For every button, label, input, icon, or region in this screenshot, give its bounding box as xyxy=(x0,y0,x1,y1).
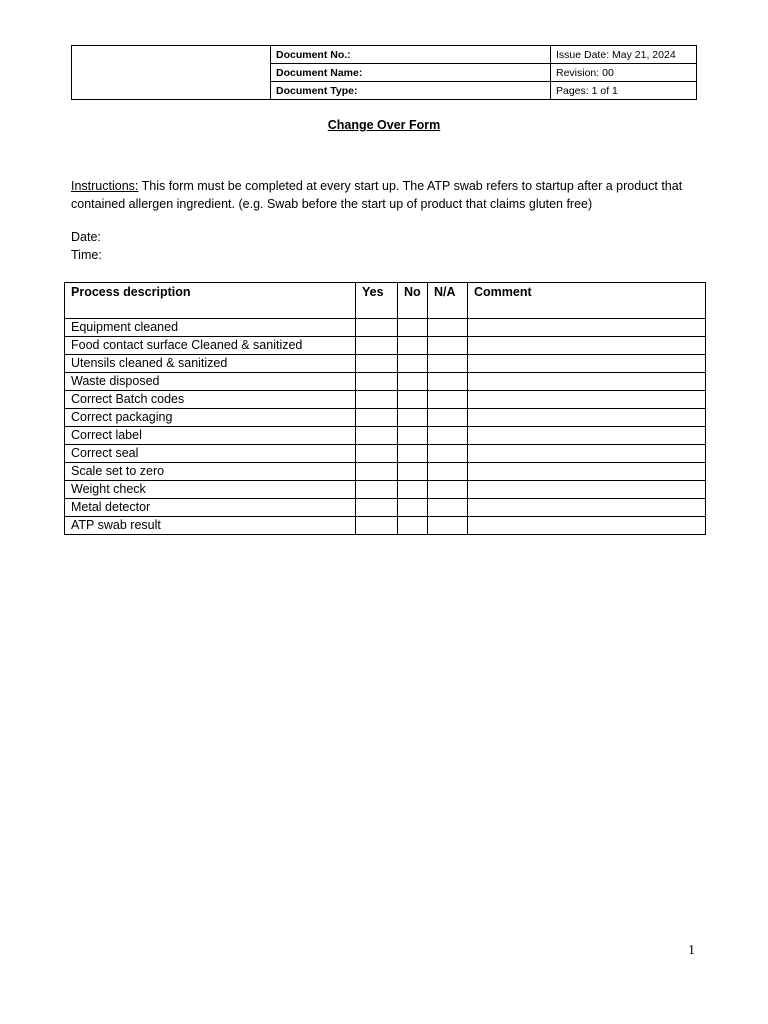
process-description-cell: Weight check xyxy=(65,481,356,499)
page-number: 1 xyxy=(688,943,695,958)
comment-cell[interactable] xyxy=(468,409,706,427)
comment-cell[interactable] xyxy=(468,517,706,535)
table-row xyxy=(65,409,706,427)
header-row xyxy=(72,46,697,64)
yes-cell[interactable] xyxy=(356,499,398,517)
na-cell[interactable] xyxy=(428,409,468,427)
table-row xyxy=(65,337,706,355)
yes-cell[interactable] xyxy=(356,337,398,355)
no-cell[interactable] xyxy=(398,517,428,535)
table-row xyxy=(65,463,706,481)
na-cell[interactable] xyxy=(428,427,468,445)
no-cell[interactable] xyxy=(398,355,428,373)
process-description-cell: Scale set to zero xyxy=(65,463,356,481)
instructions-label: Instructions: xyxy=(71,179,139,193)
process-description-cell: Equipment cleaned xyxy=(65,319,356,337)
process-description-cell: Waste disposed xyxy=(65,373,356,391)
comment-cell[interactable] xyxy=(468,445,706,463)
yes-cell[interactable] xyxy=(356,355,398,373)
document-type-label: Document Type: xyxy=(271,82,551,100)
checklist-table xyxy=(64,282,706,535)
na-cell[interactable] xyxy=(428,337,468,355)
no-cell[interactable] xyxy=(398,463,428,481)
no-cell[interactable] xyxy=(398,445,428,463)
yes-cell[interactable] xyxy=(356,391,398,409)
comment-cell[interactable] xyxy=(468,481,706,499)
yes-cell[interactable] xyxy=(356,517,398,535)
no-cell[interactable] xyxy=(398,373,428,391)
column-header-yes: Yes xyxy=(356,283,398,319)
table-row xyxy=(65,445,706,463)
checklist-header-row xyxy=(65,283,706,319)
comment-cell[interactable] xyxy=(468,499,706,517)
form-title: Change Over Form xyxy=(327,118,441,132)
no-cell[interactable] xyxy=(398,499,428,517)
date-field-label: Date: xyxy=(71,230,101,244)
yes-cell[interactable] xyxy=(356,445,398,463)
column-header-na: N/A xyxy=(428,283,468,319)
time-field-label: Time: xyxy=(71,248,102,262)
yes-cell[interactable] xyxy=(356,481,398,499)
logo-cell xyxy=(72,46,271,100)
column-header-no: No xyxy=(398,283,428,319)
yes-cell[interactable] xyxy=(356,373,398,391)
na-cell[interactable] xyxy=(428,355,468,373)
comment-cell[interactable] xyxy=(468,427,706,445)
na-cell[interactable] xyxy=(428,391,468,409)
column-header-comment: Comment xyxy=(468,283,706,319)
process-description-cell: Correct packaging xyxy=(65,409,356,427)
yes-cell[interactable] xyxy=(356,463,398,481)
no-cell[interactable] xyxy=(398,391,428,409)
column-header-process: Process description xyxy=(65,283,356,319)
na-cell[interactable] xyxy=(428,319,468,337)
no-cell[interactable] xyxy=(398,337,428,355)
na-cell[interactable] xyxy=(428,517,468,535)
process-description-cell: ATP swab result xyxy=(65,517,356,535)
pages-value: Pages: 1 of 1 xyxy=(551,82,697,100)
yes-cell[interactable] xyxy=(356,319,398,337)
issue-date-value: Issue Date: May 21, 2024 xyxy=(551,46,697,64)
yes-cell[interactable] xyxy=(356,409,398,427)
table-row xyxy=(65,355,706,373)
comment-cell[interactable] xyxy=(468,373,706,391)
instructions-paragraph xyxy=(71,177,701,213)
na-cell[interactable] xyxy=(428,445,468,463)
comment-cell[interactable] xyxy=(468,391,706,409)
no-cell[interactable] xyxy=(398,481,428,499)
instructions-text: This form must be completed at every start up. The ATP swab refers to startup after a product that contained allergen ingredient. (e.g. Swab before the start up of product that claims gluten free) xyxy=(71,179,683,211)
process-description-cell: Correct Batch codes xyxy=(65,391,356,409)
na-cell[interactable] xyxy=(428,373,468,391)
document-no-label: Document No.: xyxy=(271,46,551,64)
table-row xyxy=(65,373,706,391)
na-cell[interactable] xyxy=(428,481,468,499)
comment-cell[interactable] xyxy=(468,319,706,337)
na-cell[interactable] xyxy=(428,499,468,517)
process-description-cell: Utensils cleaned & sanitized xyxy=(65,355,356,373)
no-cell[interactable] xyxy=(398,319,428,337)
na-cell[interactable] xyxy=(428,463,468,481)
comment-cell[interactable] xyxy=(468,337,706,355)
process-description-cell: Correct label xyxy=(65,427,356,445)
document-header-table xyxy=(71,45,697,100)
comment-cell[interactable] xyxy=(468,463,706,481)
table-row xyxy=(65,481,706,499)
table-row xyxy=(65,319,706,337)
process-description-cell: Correct seal xyxy=(65,445,356,463)
document-name-label: Document Name: xyxy=(271,64,551,82)
process-description-cell: Metal detector xyxy=(65,499,356,517)
yes-cell[interactable] xyxy=(356,427,398,445)
table-row xyxy=(65,517,706,535)
table-row xyxy=(65,391,706,409)
process-description-cell: Food contact surface Cleaned & sanitized xyxy=(65,337,356,355)
table-row xyxy=(65,499,706,517)
comment-cell[interactable] xyxy=(468,355,706,373)
no-cell[interactable] xyxy=(398,427,428,445)
revision-value: Revision: 00 xyxy=(551,64,697,82)
table-row xyxy=(65,427,706,445)
no-cell[interactable] xyxy=(398,409,428,427)
